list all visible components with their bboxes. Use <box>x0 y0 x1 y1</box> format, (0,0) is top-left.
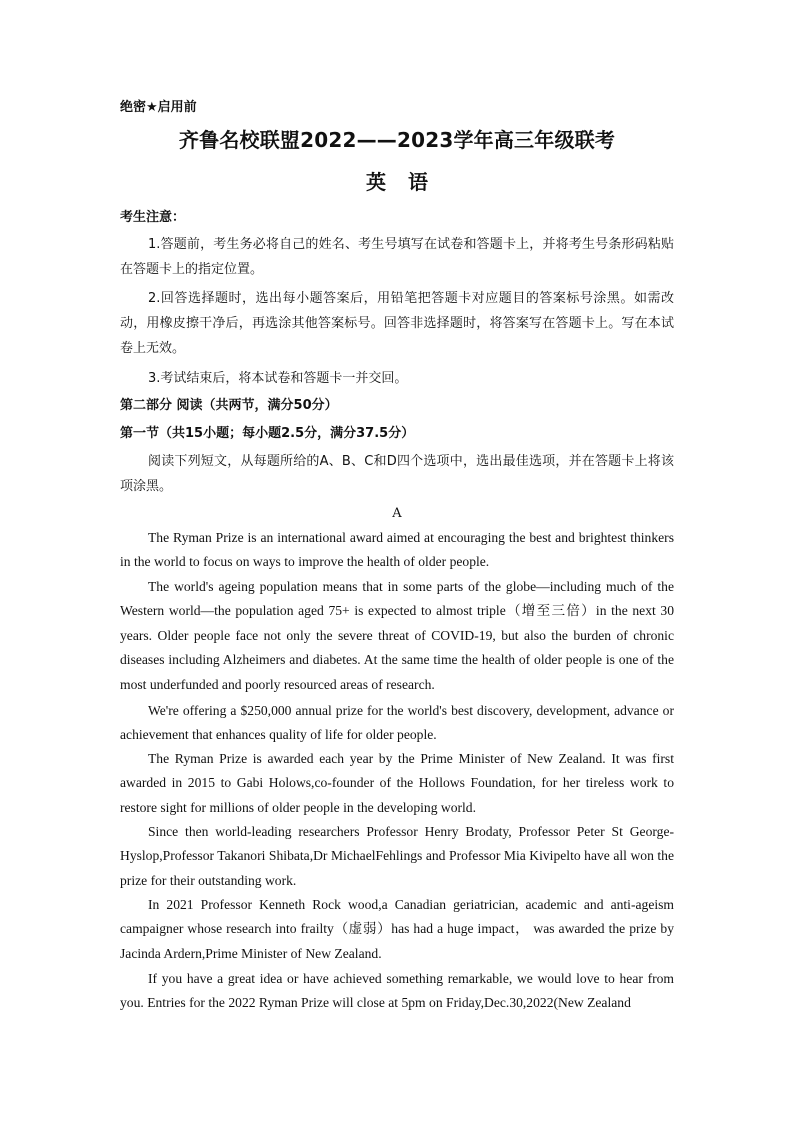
passage-paragraph-6: In 2021 Professor Kenneth Rock wood,a Canadian geriatrician, academic and anti-ageism campaigner whose research into frailty（虚弱）has had a huge impact， was awarded the prize by Jacinda Ardern,Prime Minister of New Zealand. <box>120 897 674 961</box>
passage-paragraph-1: The Ryman Prize is an international award aimed at encouraging the best and brightest thinkers in the world to focus on ways to improve the health of older people. <box>120 530 674 570</box>
passage-label: A <box>392 506 402 521</box>
notice-item-3: 3.考试结束后，将本试卷和答题卡一并交回。 <box>148 371 408 386</box>
confidential-label: 绝密★启用前 <box>120 100 197 115</box>
subject-title: 英语 <box>366 170 450 194</box>
passage-paragraph-3: We're offering a $250,000 annual prize for the world's best discovery, development, advance or achievement that enhances quality of life for older people. <box>120 703 674 743</box>
instruction-text: 阅读下列短文，从每题所给的A、B、C和D四个选项中，选出最佳选项，并在答题卡上将该项涂黑。 <box>120 454 674 494</box>
exam-title: 齐鲁名校联盟2022——2023学年高三年级联考 <box>178 128 616 152</box>
notice-item-2: 2.回答选择题时，选出每小题答案后，用铅笔把答题卡对应题目的答案标号涂黑。如需改动，用橡皮擦干净后，再选涂其他答案标号。回答非选择题时，将答案写在答题卡上。写在本试卷上无效。 <box>120 291 674 356</box>
passage-paragraph-2: The world's ageing population means that in some parts of the globe—including much of the Western world—the population aged 75+ is expected to almost triple（增至三倍）in the next 30 years. Older people face not only the severe threat of COVID-19, but also the burden of chronic diseases including Alzheimers and diabetes. At the same time the health of older people is one of the most underfunded and poorly resourced areas of research. <box>120 579 674 692</box>
section-heading: 第一节（共15小题；每小题2.5分，满分37.5分） <box>120 426 415 441</box>
notice-item-1: 1.答题前，考生务必将自己的姓名、考生号填写在试卷和答题卡上，并将考生号条形码粘贴在答题卡上的指定位置。 <box>120 237 674 277</box>
part-heading: 第二部分 阅读（共两节，满分50分） <box>120 398 338 413</box>
notice-heading: 考生注意： <box>120 210 186 225</box>
passage-paragraph-7: If you have a great idea or have achieved something remarkable, we would love to hear from you. Entries for the 2022 Ryman Prize will close at 5pm on Friday,Dec.30,2022(New Zealand <box>120 971 674 1011</box>
passage-paragraph-4: The Ryman Prize is awarded each year by the Prime Minister of New Zealand. It was first awarded in 2015 to Gabi Holows,co-founder of the Hollows Foundation, for her tireless work to restore sight for millions of older people in the developing world. <box>120 751 674 815</box>
passage-paragraph-5: Since then world-leading researchers Professor Henry Brodaty, Professor Peter St George-Hyslop,Professor Takanori Shibata,Dr MichaelFehlings and Professor Mia Kivipelto have all won the prize for their outstanding work. <box>120 824 674 888</box>
